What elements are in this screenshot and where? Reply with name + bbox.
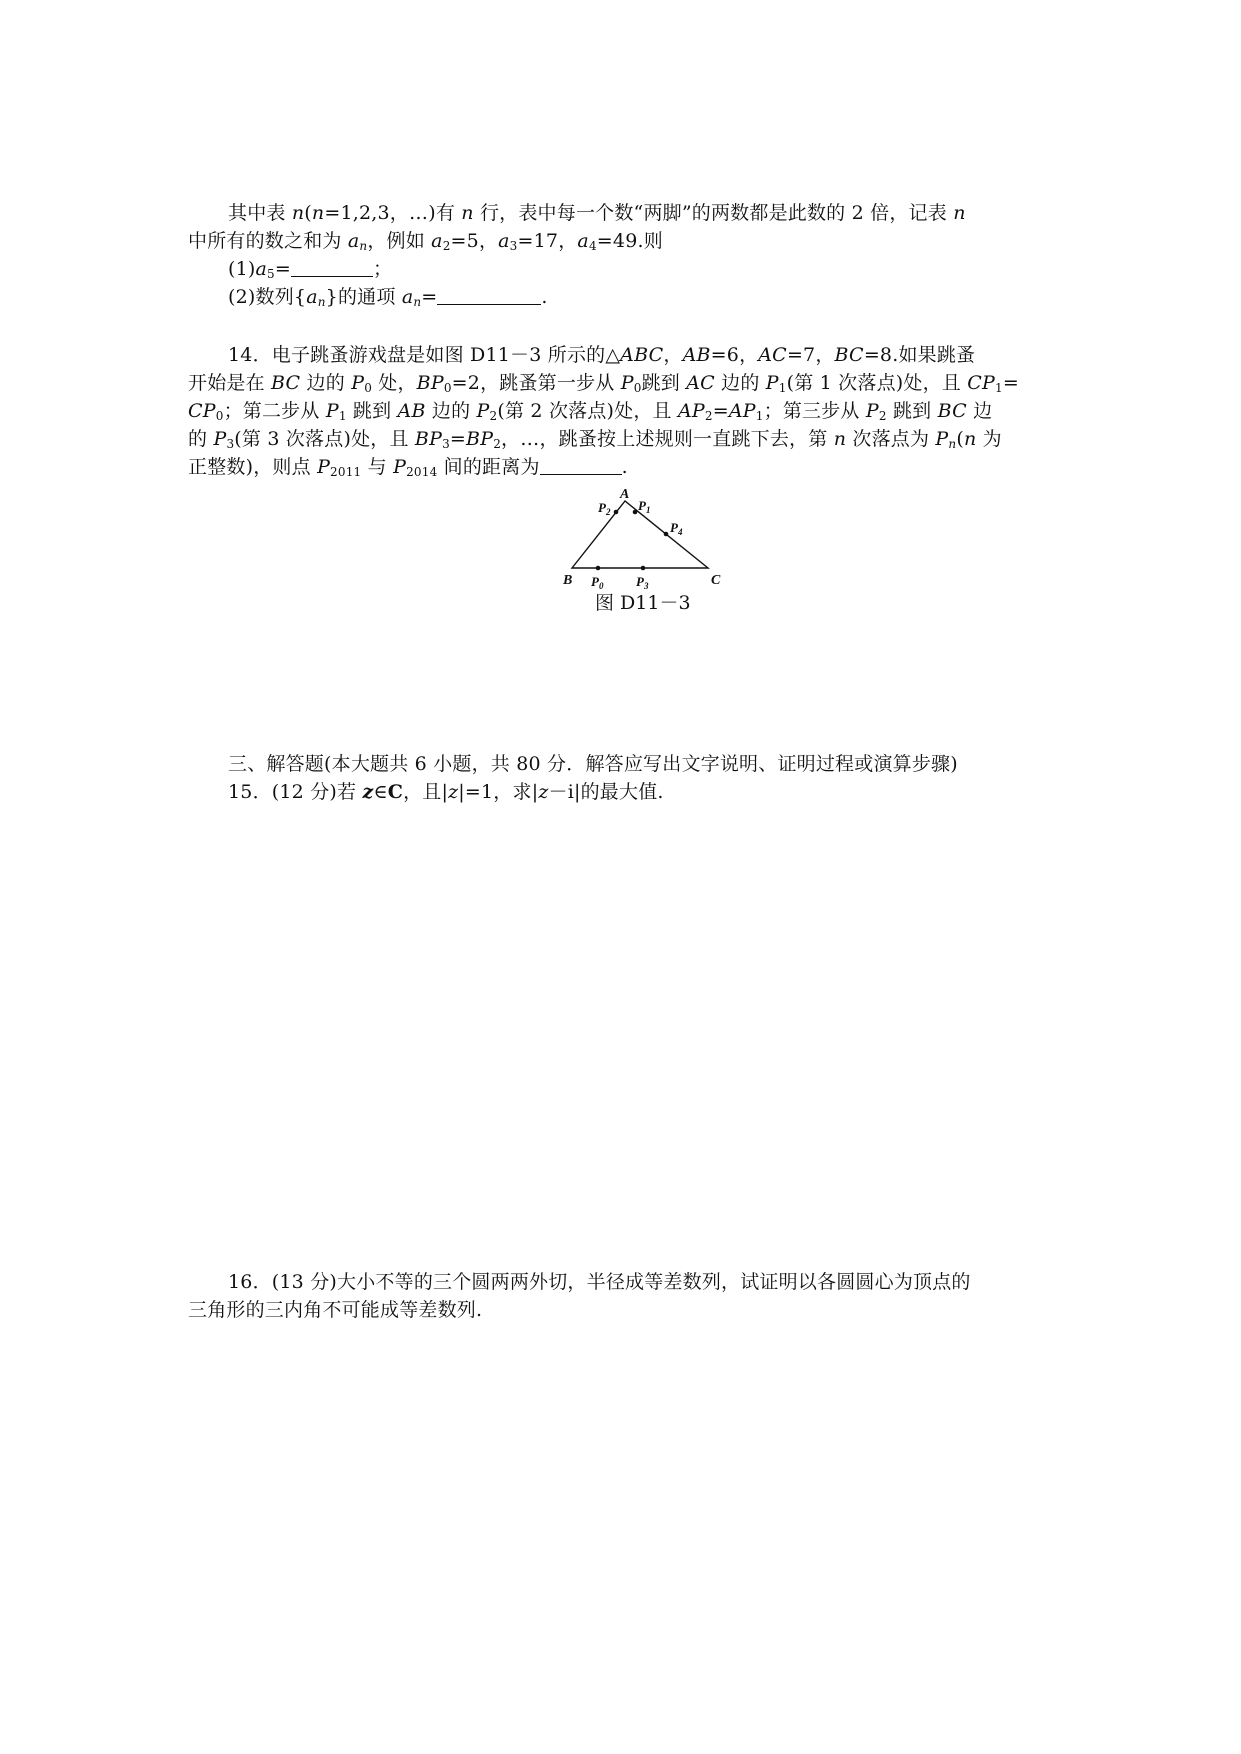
point-p1 [633,510,638,515]
label-p2: $P_2$ [598,500,611,517]
point-p4 [664,532,669,537]
label-p4: $P_4$ [670,520,683,537]
point-p3 [641,566,646,571]
label-p1: $P_1$ [638,498,651,515]
q14-line-5: 正整数)，则点 $P_{2011}$ 与 $P_{2014}$ 间的距离为 . [188,456,628,479]
label-b: B [563,573,573,588]
q13-line-1: 其中表 n(n=1,2,3，…)有 n 行，表中每一个数“两脚”的两数都是此数的 2 倍，记表 n [228,202,966,224]
q14-line-3: $CP_0$；第二步从 $P_1$ 跳到 AB 边的 $P_2$(第 2 次落点)处，且 $AP_2=AP_1$；第三步从 $P_2$ 跳到 BC 边 [188,400,993,423]
q13-line-2: 中所有的数之和为 $a_n$，例如 $a_2=5$，$a_3=17$，$a_4=49$.则 [188,230,663,253]
label-c: C [711,573,721,588]
point-p2 [614,510,619,515]
label-p0: $P_0$ [591,574,604,591]
q14-line-1: 14．电子跳蚤游戏盘是如图 D11－3 所示的△ABC，AB=6，AC=7，BC=8.如果跳蚤 [228,344,976,366]
q15: 15．(12 分)若 z∈C，且|z|=1，求|z－i|的最大值. [228,781,664,803]
q13-part-1: $(1)a_5=$ ； [228,258,393,281]
answer-blank-1[interactable] [291,258,373,277]
q14-line-4: 的 $P_3$(第 3 次落点)处，且 $BP_3=BP_2$，…，跳蚤按上述规则一直跳下去，第 n 次落点为 $P_n(n$ 为 [188,428,1002,451]
q16-line-1: 16．(13 分)大小不等的三个圆两两外切，半径成等差数列，试证明以各圆圆心为顶点的 [228,1271,971,1293]
q13-part-2: (2)数列$\{a_n\}$的通项 $a_n=$ . [228,286,548,309]
triangle-diagram [560,478,730,594]
figure-caption: 图 D11－3 [595,592,691,614]
q14-line-2: 开始是在 BC 边的 $P_0$ 处，$BP_0=2$，跳蚤第一步从 $P_0$跳到 AC 边的 $P_1$(第 1 次落点)处，且 $CP_1=$ [188,372,1019,395]
label-p3: $P_3$ [636,574,649,591]
answer-blank-3[interactable] [540,456,622,475]
q16-line-2: 三角形的三内角不可能成等差数列. [188,1299,483,1321]
point-p0 [596,566,601,571]
answer-blank-2[interactable] [437,286,541,305]
triangle-figure [560,478,730,594]
label-a: A [620,487,630,502]
section-3-heading: 三、解答题(本大题共 6 小题，共 80 分．解答应写出文字说明、证明过程或演算步骤) [228,753,958,775]
